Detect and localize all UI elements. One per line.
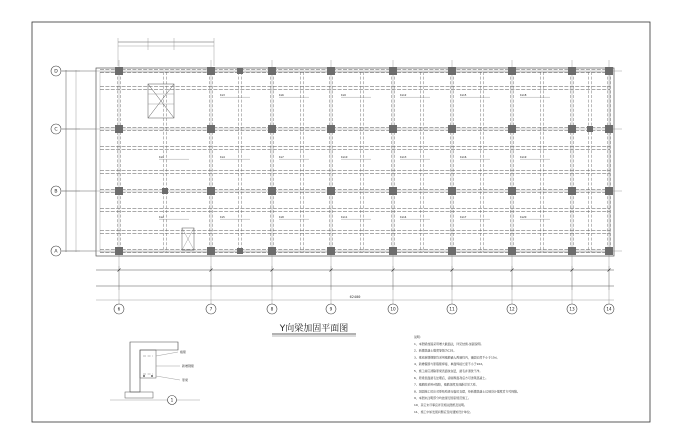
column	[268, 247, 276, 255]
column	[237, 248, 243, 254]
beam-tag: KL4	[220, 156, 225, 159]
axis-label-number: 8	[270, 306, 274, 312]
beam-tag: KL16	[460, 156, 467, 159]
axis-label-number: 12	[509, 306, 515, 312]
column	[207, 247, 215, 255]
column	[389, 125, 397, 133]
column	[327, 67, 335, 75]
column	[587, 126, 593, 132]
column	[448, 247, 456, 255]
column	[162, 188, 168, 194]
beam-tag: KL19	[520, 156, 527, 159]
beam-tag: KL12	[400, 94, 407, 97]
column	[327, 187, 335, 195]
general-notes	[414, 334, 520, 414]
axis-label-letter: B	[54, 189, 58, 195]
note-line: 4、新增箍筋与原箍筋焊接，单面焊接长度不小于10d。	[414, 362, 485, 367]
column	[605, 187, 613, 195]
beam-lines	[100, 69, 611, 252]
beam-tag: KL3	[220, 94, 225, 97]
beam-tag: KL9	[341, 94, 346, 97]
axis-bubbles-numbers	[114, 304, 614, 314]
bottom-dimension	[96, 266, 614, 300]
columns	[115, 67, 613, 255]
beam-tag: KL20	[520, 216, 527, 219]
note-line: 说明：	[414, 335, 423, 339]
column	[448, 187, 456, 195]
opening-symbol	[182, 228, 194, 250]
column	[448, 125, 456, 133]
plan-outline-inner	[100, 72, 610, 252]
detail-marker-label: 1	[170, 397, 174, 403]
detail-label-1: 植筋	[180, 350, 187, 354]
column	[327, 125, 335, 133]
column	[268, 187, 276, 195]
note-line: 7、植筋胶采用A级胶，植筋深度及间距详见大样。	[414, 382, 479, 387]
column	[389, 187, 397, 195]
beam-tag: KL6	[279, 94, 284, 97]
column	[115, 125, 123, 133]
column	[115, 67, 123, 75]
column	[207, 187, 215, 195]
column	[268, 125, 276, 133]
note-line: 11、施工中如发现问题应及时通知设计单位。	[414, 409, 473, 414]
column	[389, 67, 397, 75]
beam-tag: KL14	[400, 216, 407, 219]
total-dimension-text: 62400	[349, 295, 361, 299]
column	[207, 67, 215, 75]
column	[508, 125, 516, 133]
axis-label-number: 10	[390, 306, 396, 312]
beam-tag: KL17	[460, 216, 467, 219]
left-dimension	[62, 70, 80, 252]
axis-label-number: 6	[117, 306, 121, 312]
column	[568, 67, 576, 75]
column	[508, 67, 516, 75]
axis-label-number: 11	[449, 306, 455, 312]
beam-tag: KL10	[341, 156, 348, 159]
beam-tag: KL11	[341, 216, 348, 219]
axis-label-letter: C	[54, 127, 58, 133]
beam-tag: KL18	[520, 94, 527, 97]
detail-label-2: 新增钢筋	[182, 364, 195, 368]
column	[605, 67, 613, 75]
beam-tag: KL2	[159, 216, 164, 219]
beam-tag: KL8	[279, 216, 284, 219]
note-line: 1、本图梁加固采用增大截面法，详见结施-加固说明。	[414, 341, 484, 346]
beam-tags	[159, 93, 550, 219]
drawing-title-block	[272, 322, 356, 336]
beam-tag: KL15	[460, 94, 467, 97]
grid-lines	[58, 60, 622, 304]
column	[448, 67, 456, 75]
column	[605, 125, 613, 133]
axis-label-letter: D	[54, 69, 58, 75]
column	[605, 247, 613, 255]
plan-outline	[96, 68, 614, 256]
note-line: 8、加固施工时应对原结构进行临时支撑，待新增混凝土达到设计强度后方可拆除。	[414, 389, 520, 394]
beam-tag: KL5	[220, 216, 225, 219]
axis-label-number: 9	[329, 306, 333, 312]
column	[389, 247, 397, 255]
column	[237, 68, 243, 74]
beam-tag: KL7	[279, 156, 284, 159]
beam-section-detail	[110, 342, 200, 405]
note-line: 10、其它未尽事宜详见相关图纸及说明。	[414, 403, 467, 407]
axis-label-number: 13	[569, 306, 575, 312]
column	[115, 187, 123, 195]
top-dimension	[118, 38, 214, 66]
column	[327, 247, 335, 255]
column	[207, 125, 215, 133]
note-line: 6、原梁表面凿毛处理后，涂刷界面剂后方可浇筑混凝土。	[414, 375, 489, 380]
column	[508, 247, 516, 255]
note-line: 9、本图未注明部分均按现行国家规范施工。	[414, 396, 471, 401]
axis-label-number: 7	[209, 306, 213, 312]
axis-label-number: 14	[606, 306, 612, 312]
column	[268, 67, 276, 75]
note-line: 2、新增混凝土强度等级为C35。	[414, 348, 457, 353]
column	[568, 187, 576, 195]
column	[508, 187, 516, 195]
beam-tag: KL1	[159, 156, 164, 159]
column	[568, 247, 576, 255]
detail-label-3: 原梁	[182, 378, 189, 382]
sheet-border	[32, 22, 650, 422]
beam-tag: KL13	[400, 156, 407, 159]
axis-bubbles-letters	[51, 66, 96, 256]
column	[568, 125, 576, 133]
axis-label-letter: A	[54, 249, 58, 255]
beam-plan	[51, 38, 622, 314]
note-line: 5、施工前应清除原梁表面抹灰层，凿毛并清洗干净。	[414, 369, 483, 373]
column	[115, 247, 123, 255]
stair-symbol	[148, 84, 174, 118]
drawing-title: Y向梁加固平面图	[279, 324, 349, 334]
note-line: 3、梁底新增钢筋均采用植筋锚入两端柱内，锚固长度不小于15d。	[414, 355, 500, 360]
